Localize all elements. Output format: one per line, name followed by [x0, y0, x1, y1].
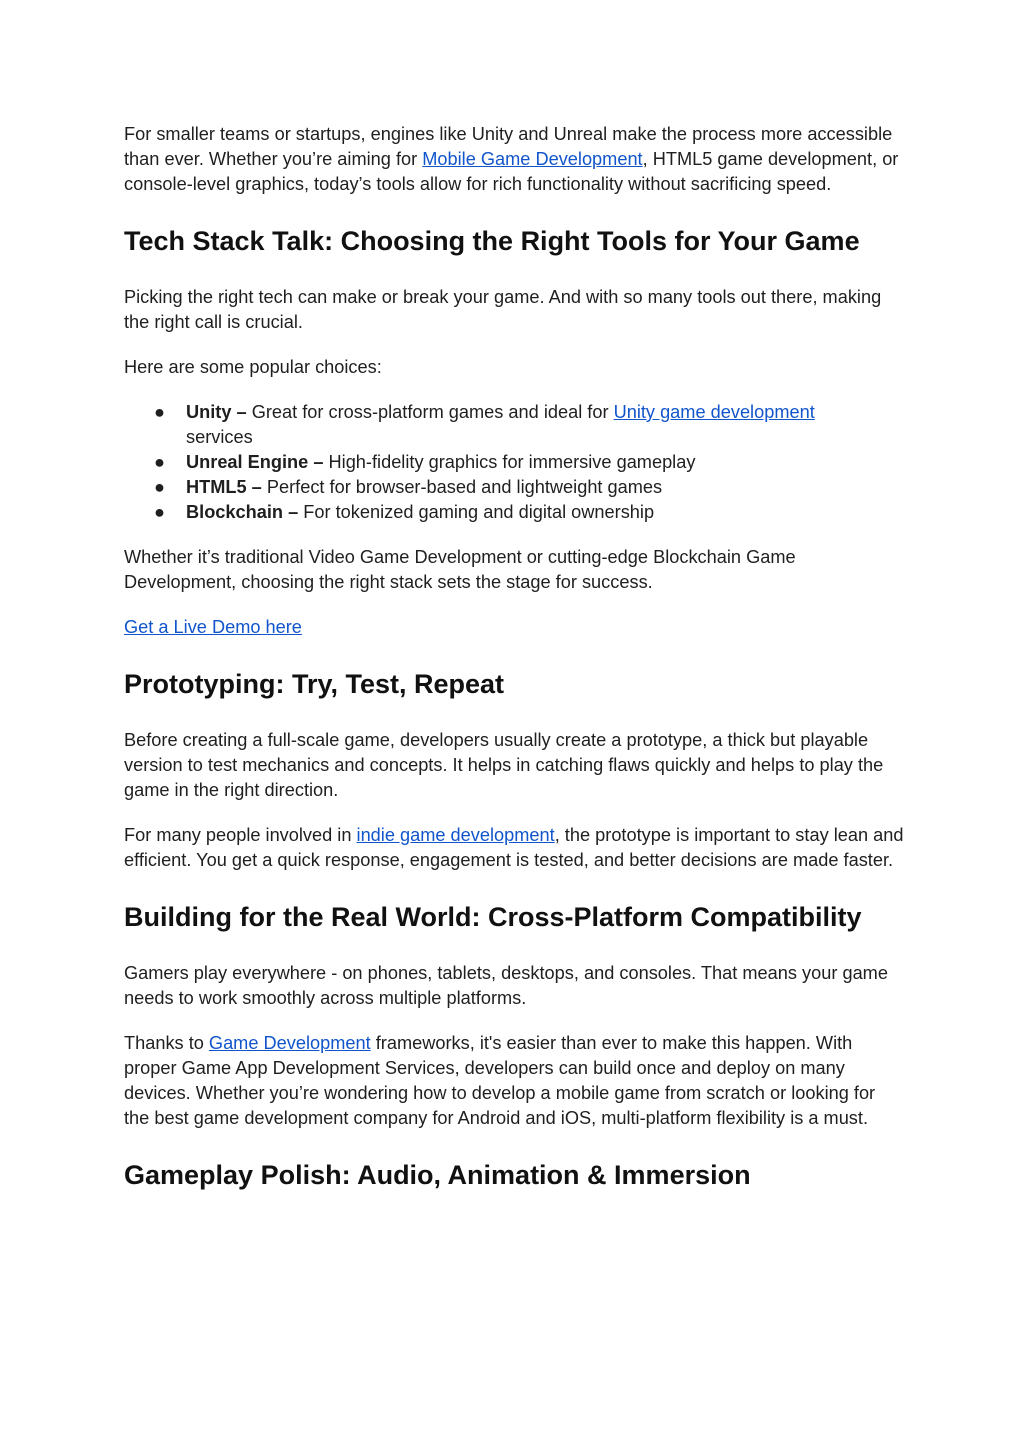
prototyping-paragraph-2 [124, 823, 904, 873]
bullet-icon: ● [154, 477, 165, 497]
cross-platform-heading: Building for the Real World: Cross-Platform Compatibility [124, 902, 862, 932]
intro-text-after: , HTML5 game development, or console-level graphics, today’s tools allow for rich functionality without sacrificing speed. [124, 149, 899, 194]
unity-game-development-link[interactable]: Unity game development [613, 402, 815, 422]
gameplay-polish-heading: Gameplay Polish: Audio, Animation & Immersion [124, 1160, 751, 1190]
list-item-text: Great for cross-platform games and ideal for [246, 402, 614, 422]
mobile-game-development-link[interactable]: Mobile Game Development [422, 149, 643, 169]
tech-stack-paragraph-3: Whether it’s traditional Video Game Development or cutting-edge Blockchain Game Development, choosing the right stack sets the stage for success. [124, 547, 796, 592]
list-item-text: High-fidelity graphics for immersive gameplay [323, 452, 696, 472]
list-item-term: Blockchain – [186, 502, 299, 522]
cross-platform-paragraph-2 [124, 1031, 904, 1131]
list-item-html5 [124, 475, 904, 500]
bullet-icon: ● [154, 402, 165, 422]
cross-platform-text-after: frameworks, it's easier than ever to make this happen. With proper Game App Development Services, developers can build once and deploy on many devices. Whether you’re wondering how to develop a mobile game from scratch or looking for the best game development company for Android and iOS, multi-platform flexibility is a must. [124, 1033, 876, 1128]
list-item-term: Unreal Engine – [186, 452, 324, 472]
prototyping-text-after: , the prototype is important to stay lean and efficient. You get a quick response, engagement is tested, and better decisions are made faster. [124, 825, 904, 870]
list-item-term: HTML5 – [186, 477, 262, 497]
live-demo-link[interactable]: Get a Live Demo here [124, 617, 302, 637]
demo-paragraph [124, 615, 904, 640]
list-item-unreal [124, 450, 904, 475]
intro-text-before: For smaller teams or startups, engines like Unity and Unreal make the process more accessible than ever. Whether you’re aiming for [124, 124, 893, 169]
prototyping-text-before: For many people involved in [124, 825, 357, 845]
bullet-icon: ● [154, 452, 165, 472]
tech-stack-heading: Tech Stack Talk: Choosing the Right Tools for Your Game [124, 226, 860, 256]
tech-stack-paragraph-2: Here are some popular choices: [124, 357, 382, 377]
list-item-text-after: services [186, 427, 253, 447]
tech-stack-paragraph-1: Picking the right tech can make or break your game. And with so many tools out there, making the right call is crucial. [124, 287, 882, 332]
prototyping-heading: Prototyping: Try, Test, Repeat [124, 669, 505, 699]
list-item-text: Perfect for browser-based and lightweight games [261, 477, 663, 497]
list-item-text: For tokenized gaming and digital ownership [298, 502, 655, 522]
list-item-unity [124, 400, 904, 450]
list-item-term: Unity – [186, 402, 247, 422]
cross-platform-paragraph-1: Gamers play everywhere - on phones, tablets, desktops, and consoles. That means your game needs to work smoothly across multiple platforms. [124, 963, 888, 1008]
game-development-link[interactable]: Game Development [208, 1033, 371, 1053]
indie-game-development-link[interactable]: indie game development [356, 825, 555, 845]
tools-list [124, 400, 904, 525]
prototyping-paragraph-1: Before creating a full-scale game, developers usually create a prototype, a thick but playable version to test mechanics and concepts. It helps in catching flaws quickly and helps to play the game in the right direction. [124, 730, 884, 800]
cross-platform-text-before: Thanks to [124, 1033, 209, 1053]
list-item-blockchain [124, 500, 904, 525]
document-page [124, 122, 904, 1192]
intro-paragraph [124, 122, 904, 197]
bullet-icon: ● [154, 502, 165, 522]
